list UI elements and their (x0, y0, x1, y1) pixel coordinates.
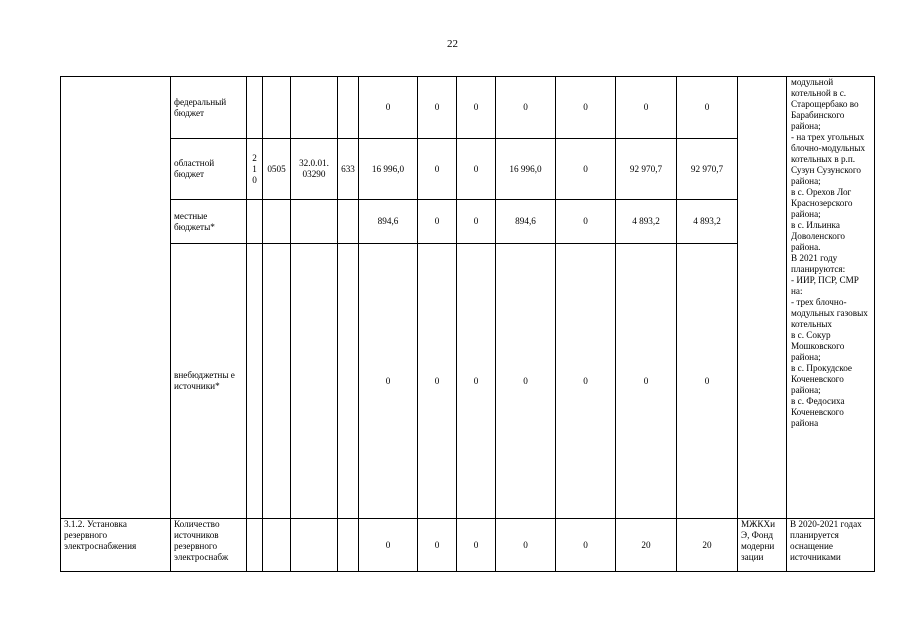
rz-pr-cell: 0505 (263, 139, 291, 200)
source-label: федеральный бюджет (171, 77, 247, 139)
value-cell: 0 (677, 244, 738, 519)
value-cell: 4 893,2 (616, 200, 677, 244)
result-description: модульной котельной в с. Старощербако во Барабинского района; - на трех угольных блочно-модульных котельных в р.п. Сузун Сузунского района; в с. Орехов Лог Краснозерского района; в с. Ильинка Доволенского района. В 2021 году планируются: - ИИР, ПСР, СМР на: - трех блочно-модульных газовых котельных в с. Сокур Мошковского района; в с. Прокудское Коченевского района; в с. Федосиха Коченевского района (787, 77, 875, 519)
indicator-label: Количество источников резервного электроснабж (171, 519, 247, 572)
executor-cell: МЖКХи Э, Фонд модерни зации (738, 519, 787, 572)
glrbs-cell (247, 244, 263, 519)
value-cell: 92 970,7 (677, 139, 738, 200)
vr-cell (338, 77, 359, 139)
value-cell: 16 996,0 (359, 139, 418, 200)
value-cell: 0 (556, 77, 616, 139)
budget-table (60, 76, 875, 572)
value-cell: 0 (677, 77, 738, 139)
rz-pr-cell (263, 77, 291, 139)
rz-pr-cell (263, 244, 291, 519)
measure-cell-empty (61, 77, 171, 519)
page-number: 22 (447, 38, 458, 50)
value-cell: 0 (556, 244, 616, 519)
value-cell: 20 (616, 519, 677, 572)
value-cell: 0 (616, 77, 677, 139)
table-row (61, 519, 875, 572)
csr-cell (291, 77, 338, 139)
rz-pr-cell (263, 519, 291, 572)
value-cell: 0 (556, 200, 616, 244)
csr-cell: 32.0.01. 03290 (291, 139, 338, 200)
value-cell: 0 (457, 244, 496, 519)
value-cell: 0 (457, 139, 496, 200)
value-cell: 0 (496, 519, 556, 572)
value-cell: 894,6 (496, 200, 556, 244)
value-cell: 0 (418, 77, 457, 139)
value-cell: 0 (359, 519, 418, 572)
value-cell: 0 (418, 139, 457, 200)
glrbs-cell (247, 77, 263, 139)
glrbs-cell (247, 200, 263, 244)
value-cell: 20 (677, 519, 738, 572)
csr-cell (291, 200, 338, 244)
source-label: внебюджетны е источники* (171, 244, 247, 519)
value-cell: 0 (556, 519, 616, 572)
csr-cell (291, 244, 338, 519)
table-row (61, 77, 875, 139)
value-cell: 0 (616, 244, 677, 519)
value-cell: 0 (359, 244, 418, 519)
value-cell: 0 (359, 77, 418, 139)
measure-title: 3.1.2. Установка резервного электроснабжения (61, 519, 171, 572)
glrbs-cell (247, 139, 263, 200)
value-cell: 0 (418, 200, 457, 244)
csr-cell (291, 519, 338, 572)
vr-cell (338, 244, 359, 519)
value-cell: 92 970,7 (616, 139, 677, 200)
source-label: местные бюджеты* (171, 200, 247, 244)
value-cell: 0 (457, 200, 496, 244)
value-cell: 0 (418, 244, 457, 519)
value-cell: 0 (496, 244, 556, 519)
vr-cell: 633 (338, 139, 359, 200)
executor-cell-empty (738, 77, 787, 519)
source-label: областной бюджет (171, 139, 247, 200)
result-cell: В 2020-2021 годах планируется оснащение источниками (787, 519, 875, 572)
value-cell: 894,6 (359, 200, 418, 244)
value-cell: 0 (496, 77, 556, 139)
value-cell: 0 (556, 139, 616, 200)
value-cell: 4 893,2 (677, 200, 738, 244)
value-cell: 0 (418, 519, 457, 572)
value-cell: 0 (457, 77, 496, 139)
vr-cell (338, 200, 359, 244)
vr-cell (338, 519, 359, 572)
value-cell: 0 (457, 519, 496, 572)
glrbs-digit: 0 (252, 174, 257, 185)
glrbs-digit: 2 (252, 152, 257, 163)
glrbs-cell (247, 519, 263, 572)
glrbs-digit: 1 (252, 163, 257, 174)
value-cell: 16 996,0 (496, 139, 556, 200)
rz-pr-cell (263, 200, 291, 244)
